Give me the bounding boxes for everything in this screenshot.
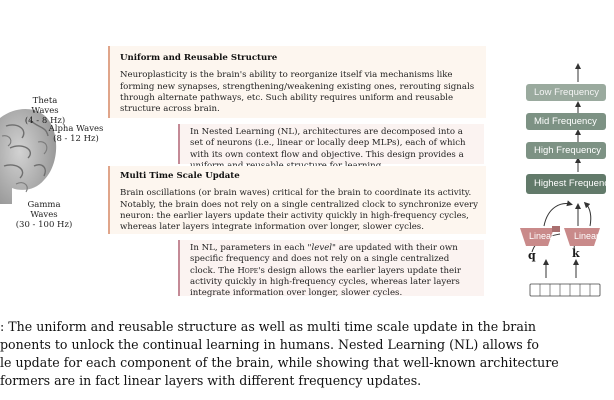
uniform-structure-title: Uniform and Reusable Structure bbox=[120, 53, 278, 63]
multi-time-scale-card bbox=[108, 166, 486, 234]
nl-multi-body: In NL, parameters in each "level" are updated with their own specific frequency and does not rely on a single centralized clock. The Hope's design allows the earlier layers update their activity quickly in high-frequency cycles, whereas later layers integrate information over longer, slower cycles. bbox=[190, 243, 461, 299]
high-frequency-box: High Frequency bbox=[526, 142, 606, 159]
k-label: k bbox=[572, 247, 580, 260]
low-frequency-box: Low Frequency bbox=[526, 84, 606, 101]
caption-line-4: formers are in fact linear layers with different frequency updates. bbox=[0, 373, 422, 388]
linear-q-label: Linear bbox=[529, 231, 555, 241]
nl-multi-card bbox=[178, 240, 484, 299]
multi-time-scale-title: Multi Time Scale Update bbox=[120, 171, 240, 181]
highest-frequency-box: Highest Frequency bbox=[526, 174, 606, 194]
caption-line-2: ponents to unlock the continual learning in humans. Nested Learning (NL) allows fo bbox=[0, 337, 539, 352]
mid-frequency-box: Mid Frequency bbox=[526, 113, 606, 130]
q-label: q bbox=[528, 249, 536, 262]
caption-line-1: : The uniform and reusable structure as well as multi time scale update in the brain bbox=[0, 319, 536, 334]
uniform-structure-body: Neuroplasticity is the brain's ability to reorganize itself via mechanisms like forming new synapses, strengthening/weakening existing ones, rerouting signals through alternate pathways, etc. Such ability requires uniform and reusable structure across brain. bbox=[120, 70, 475, 115]
nl-uniform-body: In Nested Learning (NL), architectures are decomposed into a set of neurons (i.e., linear or locally deep MLPs), each of which with its own context flow and objective. This design provides a bbox=[190, 127, 466, 160]
nl-uniform-card bbox=[178, 124, 484, 164]
uniform-structure-card bbox=[108, 46, 486, 118]
caption-line-3: le update for each component of the brain, while showing that well-known architecture bbox=[0, 355, 559, 370]
multi-time-scale-body: Brain oscillations (or brain waves) critical for the brain to coordinate its activity. Notably, the brain does not rely on a single centralized clock to synchronize every neuron: the earlier layers update their activity quickly in high-frequency cycles, whereas later layers integrate information over longer, slower cycles. bbox=[120, 188, 478, 233]
gamma-waves-label: Gamma Waves (30 - 100 Hz) bbox=[15, 200, 73, 230]
linear-k-label: Linear bbox=[574, 231, 600, 241]
theta-waves-label: Theta Waves (4 - 8 Hz) bbox=[24, 96, 66, 126]
alpha-waves-label: Alpha Waves (8 - 12 Hz) bbox=[48, 124, 104, 144]
